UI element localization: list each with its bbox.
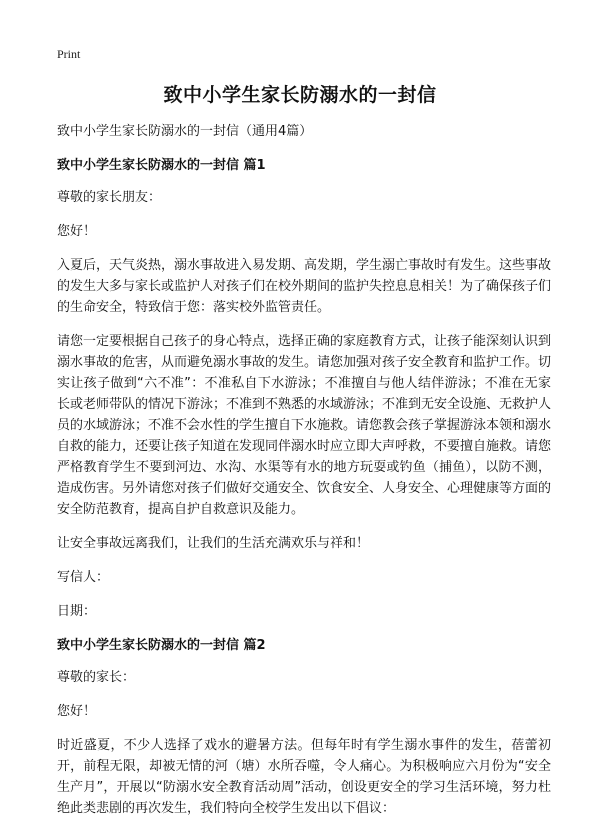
letter-2-heading: 致中小学生家长防溺水的一封信 篇2: [57, 638, 266, 653]
letter-1-date: 日期：: [57, 604, 97, 619]
document-subtitle: 致中小学生家长防溺水的一封信（通用4篇）: [57, 124, 313, 139]
letter-2-paragraph-1: 时近盛夏，不少人选择了戏水的避暑方法。但每年时有学生溺水事件的发生，蓓蕾初开，前程无限，却被无情的河（塘）水所吞噬，令人痛心。为积极响应六月份为“安全生产月”，开展以“防溺水安全教育活动周”活动，创设更安全的学习生活环境，努力杜绝此类悲剧的再次发生，我们特向全校学生发出以下倡议：: [57, 738, 551, 816]
letter-1-paragraph-1: 入夏后，天气炎热，溺水事故进入易发期、高发期，学生溺亡事故时有发生。这些事故的发生大多与家长或监护人对孩子们在校外期间的监护失控息息相关！为了确保孩子们的生命安全，特致信于您：落实校外监管责任。: [57, 258, 552, 315]
letter-1-paragraph-3: 让安全事故远离我们，让我们的生活充满欢乐与祥和！: [57, 536, 370, 551]
letter-1-paragraph-2: 请您一定要根据自己孩子的身心特点，选择正确的家庭教育方式，让孩子能深刻认识到溺水事故的危害，从而避免溺水事故的发生。请您加强对孩子安全教育和监护工作。切实让孩子做到“六不准”：不准私自下水游泳；不准擅自与他人结伴游泳；不准在无家长或老师带队的情况下游泳；不准到不熟悉的水域游泳；不准到无安全设施、无救护人员的水域游泳；不准不会水性的学生擅自下水施救。请您教会孩子掌握游泳本领和溺水自救的能力，还要让孩子知道在发现同伴溺水时应立即大声呼救，不要擅自施救。请您严格教育学生不要到河边、水沟、水渠等有水的地方玩耍或钓鱼（捕鱼），以防不测，造成伤害。另外请您对孩子们做好交通安全、饮食安全、人身安全、心理健康等方面的安全防范教育，提高自护自救意识及能力。: [57, 334, 552, 517]
letter-2-greeting: 您好！: [57, 704, 97, 719]
letter-1-greeting: 您好！: [57, 224, 97, 239]
letter-2-salutation: 尊敬的家长：: [57, 670, 136, 685]
letter-1-salutation: 尊敬的家长朋友：: [57, 190, 162, 205]
document-body: [57, 121, 551, 819]
letter-1-signature: 写信人：: [57, 570, 110, 585]
letter-1-heading: 致中小学生家长防溺水的一封信 篇1: [57, 158, 266, 173]
print-link[interactable]: Print: [57, 47, 81, 61]
page-title: 致中小学生家长防溺水的一封信: [163, 84, 437, 106]
